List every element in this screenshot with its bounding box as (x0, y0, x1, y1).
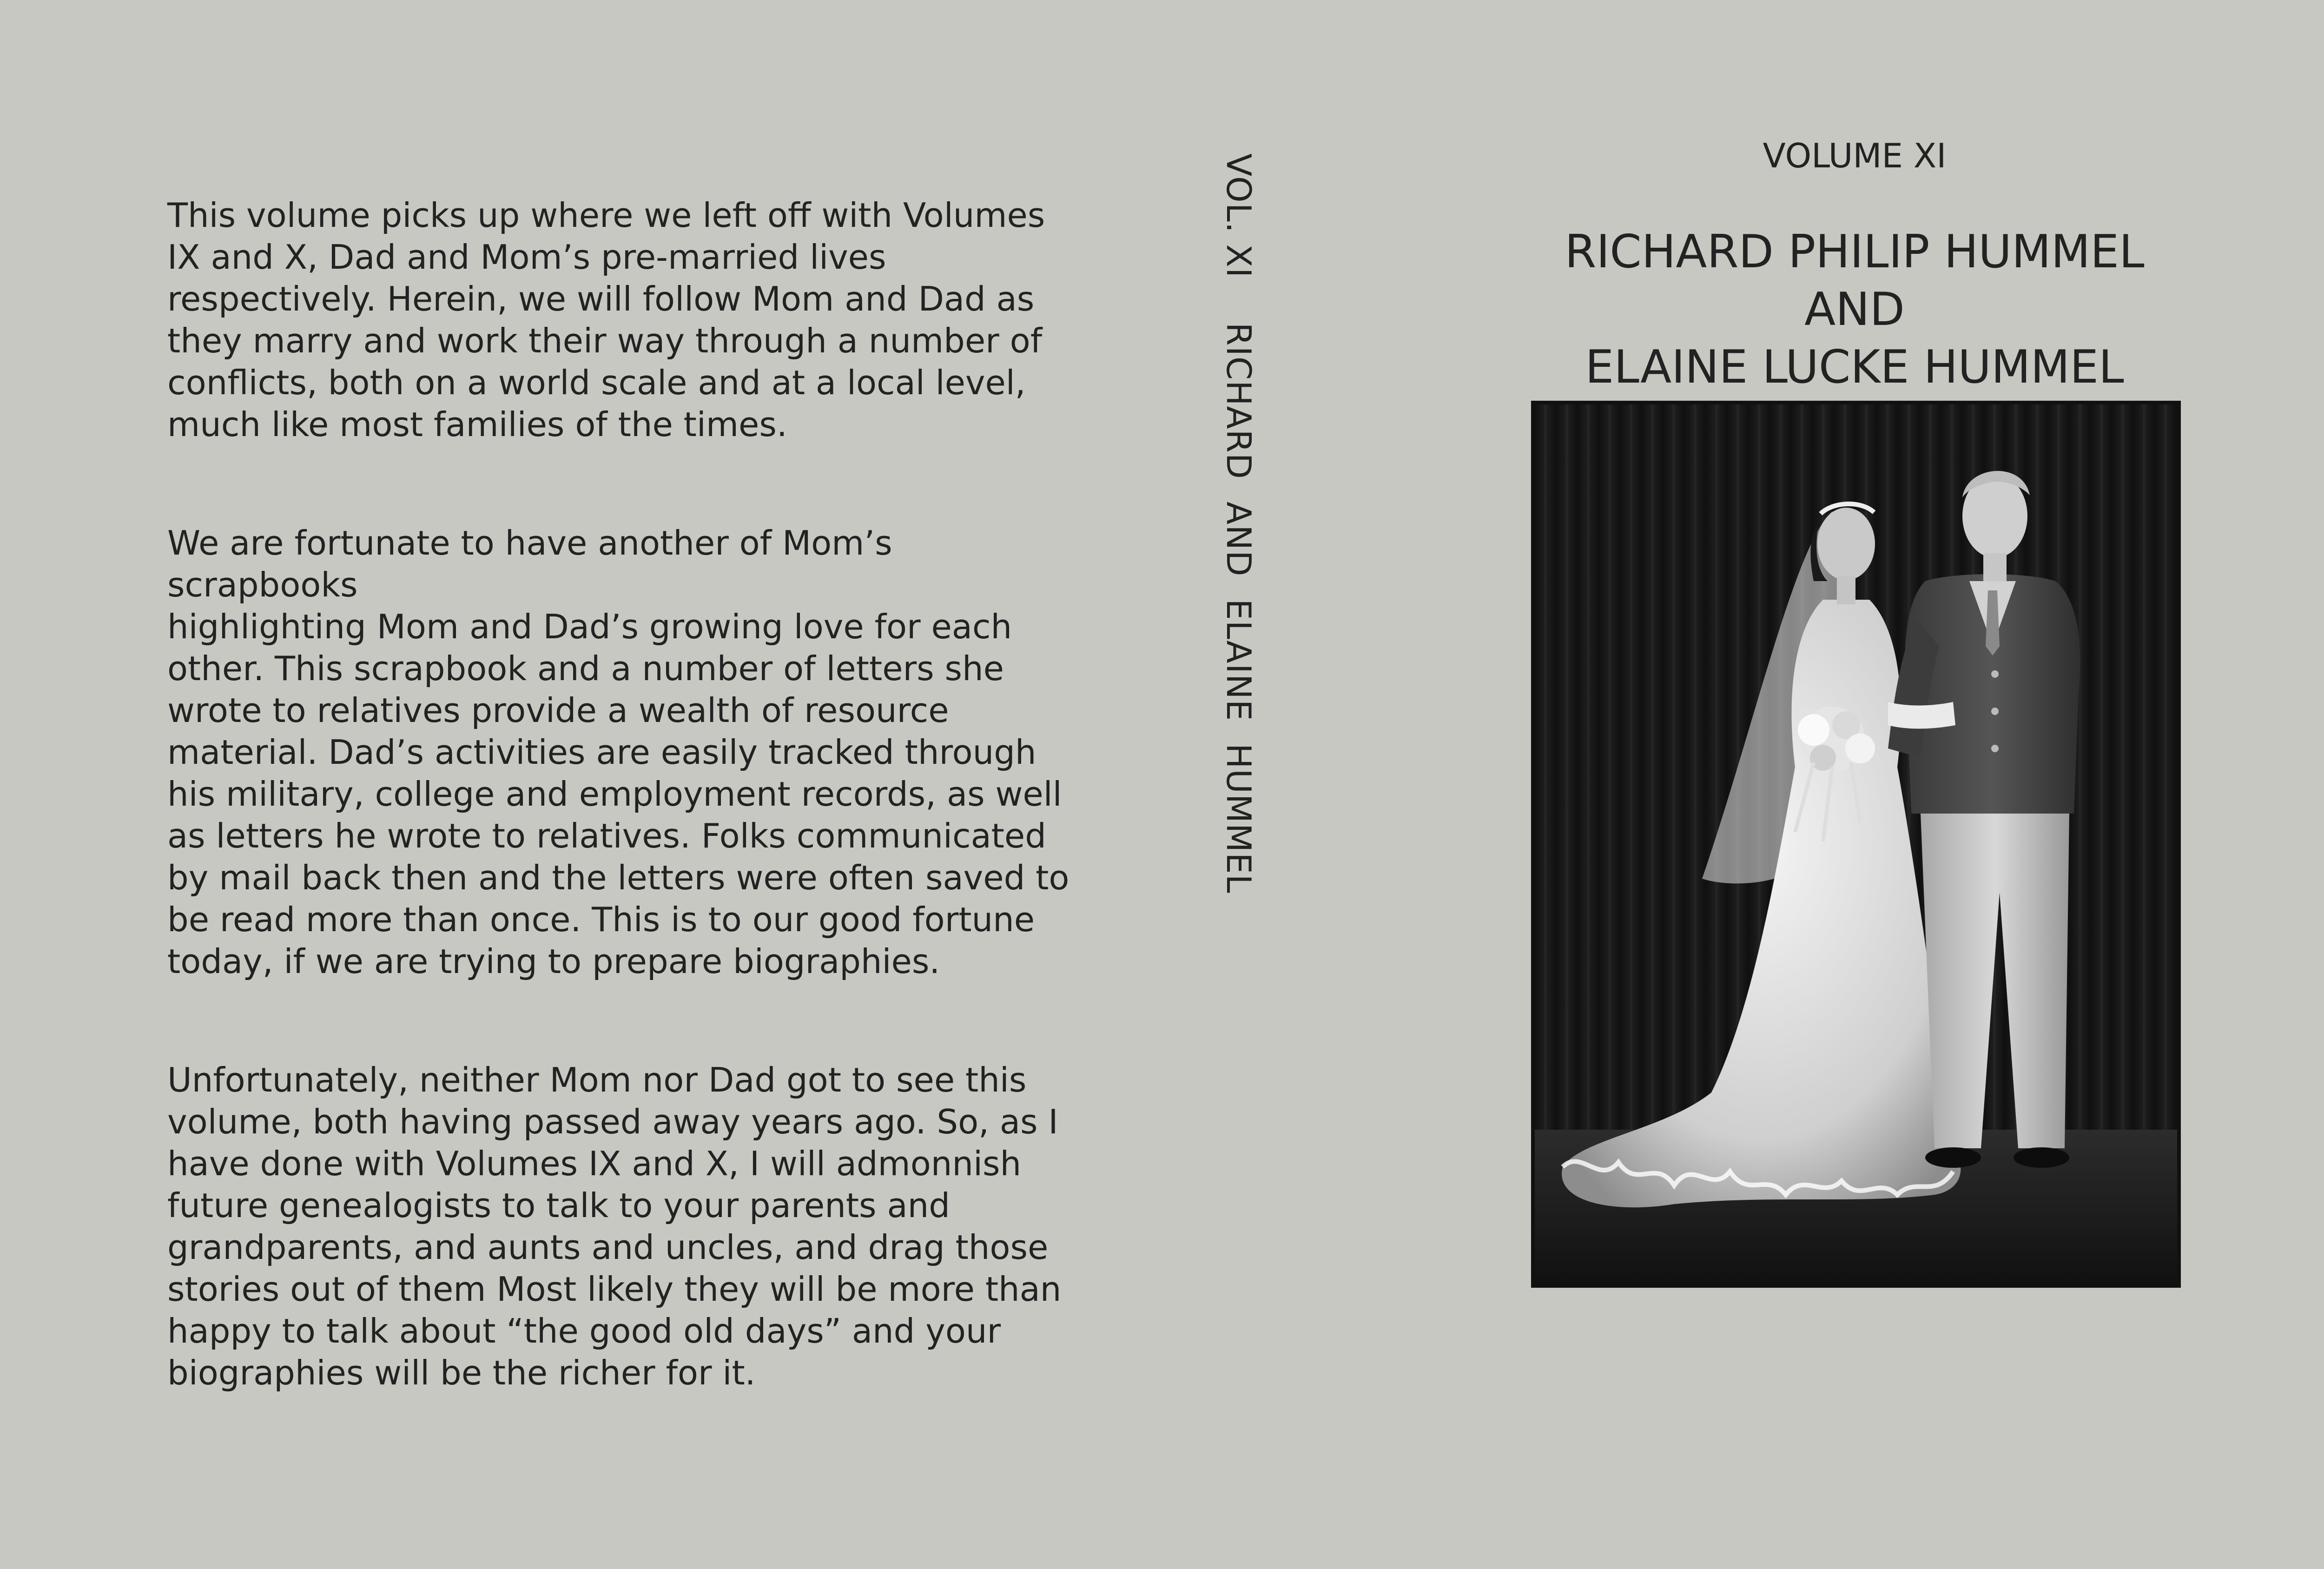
wedding-photo-illustration (1535, 404, 2177, 1284)
back-cover-paragraph-1: This volume picks up where we left off with Volumes IX and X, Dad and Mom’s pre-married lives respectively. Herein, we will follow Mom and Dad as they marry and work their way through a number of conflicts, both on a world scale and at a local level, much like most families of the times. (167, 196, 1045, 444)
cover-title-line-1: RICHARD PHILIP HUMMEL (1565, 225, 2145, 278)
back-cover-paragraph-3: Unfortunately, neither Mom nor Dad got to see this volume, both having passed away years ago. So, as I have done with Volumes IX and X, I will admonnish future genealogists to talk to your parents and grandparents, and aunts and uncles, and drag those stories out of them Most likely they will be more than happy to talk about “the good old days” and your biographies will be the richer for it. (167, 1060, 1062, 1392)
spine (1208, 153, 1264, 944)
cover-title-line-3: ELAINE LUCKE HUMMEL (1585, 341, 2124, 394)
back-cover-paragraph-2: We are fortunate to have another of Mom’s scrapbooks highlighting Mom and Dad’s growing love for each other. This scrapbook and a number of letters she wrote to relatives provide a wealth of resource material. Dad’s activities are easily tracked through his military, college and employment records, as well as letters he wrote to relatives. Folks communicated by mail back then and the letters were often saved to be read more than once. This is to our good fortune today, if we are trying to prepare biographies. (167, 523, 1070, 981)
back-cover-text (167, 194, 1088, 1470)
volume-label: VOLUME XI (1763, 136, 1947, 175)
cover-title-line-2: AND (1804, 283, 1905, 336)
cover-title (1529, 223, 2180, 396)
wedding-photo (1531, 401, 2181, 1288)
spine-title: VOL. XI RICHARD AND ELAINE HUMMEL (1219, 153, 1258, 894)
